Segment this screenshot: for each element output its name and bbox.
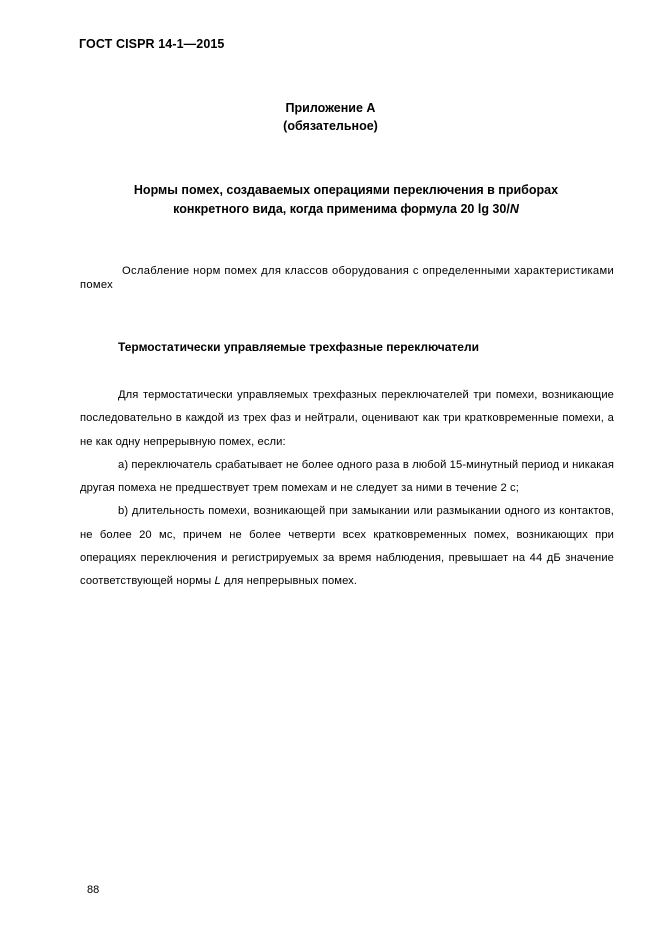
body-paragraph-1: Для термостатически управляемых трехфазных переключателей три помехи, возникающие последовательно в каждой из трех фаз и нейтрали, оценивают как три кратковременные помехи, а не как одну непрерывную помех, если: — [80, 389, 614, 448]
page-number: 88 — [87, 884, 100, 896]
section-title-line2-text: конкретного вида, когда применима формула 20 lg 30/ — [173, 202, 510, 216]
subsection-title: Термостатически управляемые трехфазные переключатели — [118, 340, 479, 354]
section-title-symbol: N — [509, 202, 519, 216]
appendix-heading — [0, 99, 661, 135]
body-item-a: a) переключатель срабатывает не более одного раза в любой 15-минутный период и никакая другая помеха не предшествует трем помехам и не следует за ними в течение 2 с; — [80, 458, 614, 495]
document-header-code: ГОСТ CISPR 14-1—2015 — [79, 37, 225, 51]
section-title — [90, 181, 602, 219]
appendix-status: (обязательное) — [283, 119, 378, 133]
body-item-b — [80, 500, 614, 593]
body-item-b-symbol: L — [214, 575, 221, 588]
body-text — [80, 384, 614, 594]
body-item-b-part2: для непрерывных помех. — [220, 575, 358, 588]
appendix-title: Приложение А — [285, 101, 376, 115]
intro-paragraph: Ослабление норм помех для классов оборудования с определенными характеристиками помех — [80, 265, 614, 291]
body-item-b-part1: b) длительность помехи, возникающей при замыкании или размыкании одного из контактов, не более 20 мс, причем не более четверти всех кратковременных помех, возникающих при операциях переключения и регистрируемых за время наблюдения, превышает на 44 дБ значение соответствующей нормы — [80, 505, 614, 588]
section-title-line2 — [90, 200, 602, 219]
section-title-line1: Нормы помех, создаваемых операциями переключения в приборах — [133, 183, 559, 197]
